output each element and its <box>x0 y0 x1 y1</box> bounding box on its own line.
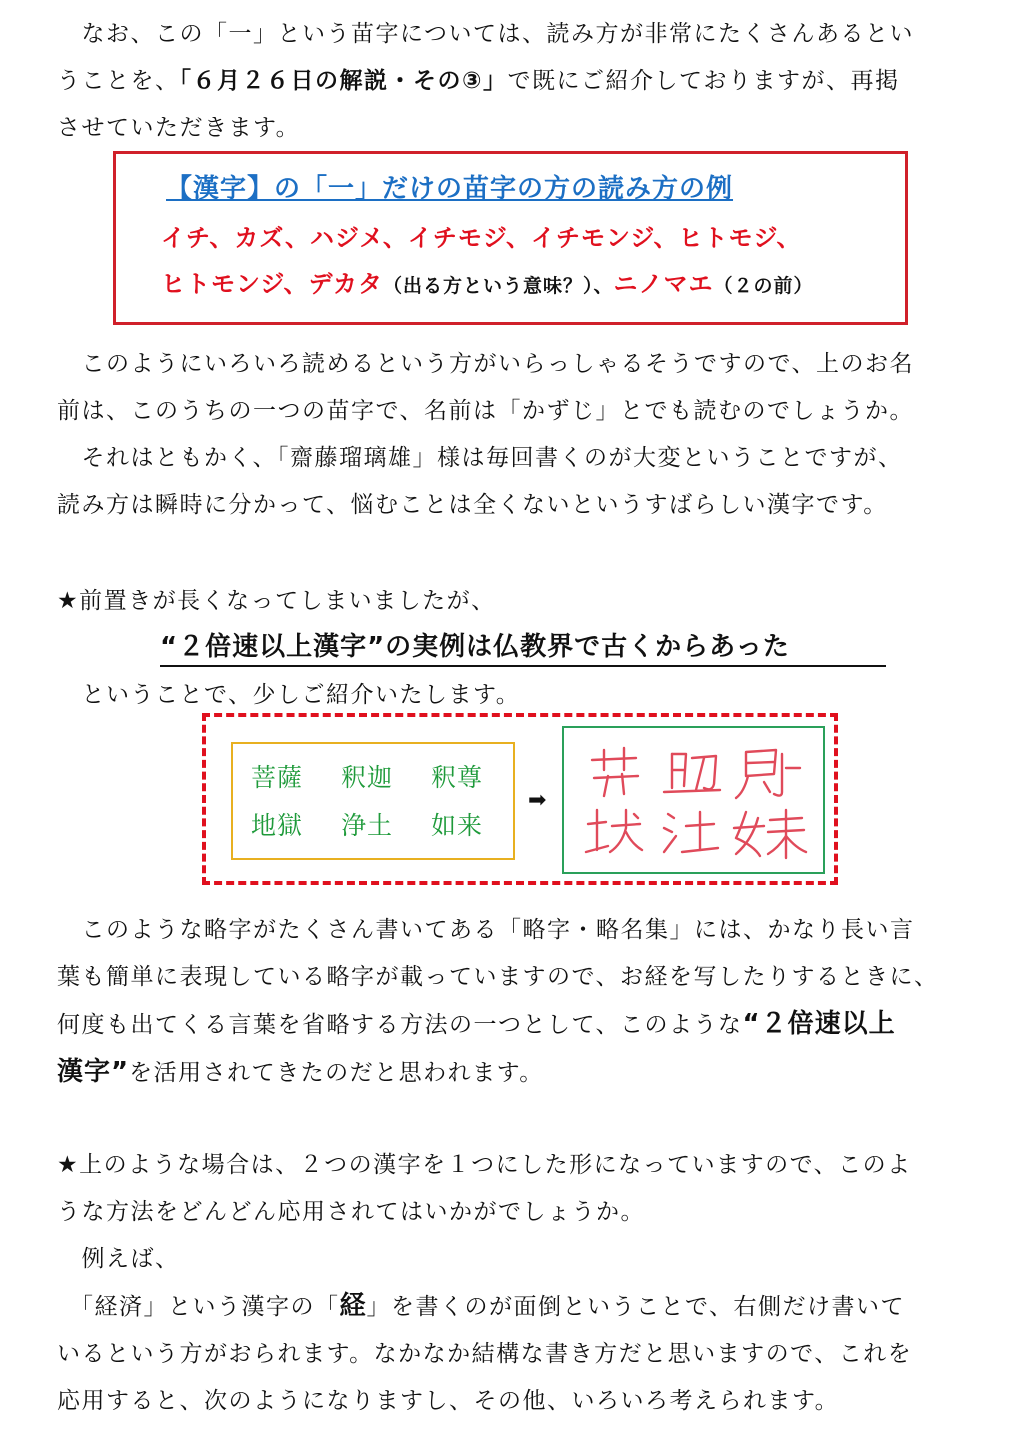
text-line: このような略字がたくさん書いてある「略字・略名集」には、かなり長い言 <box>57 917 915 943</box>
text-line: 読み方は瞬時に分かって、悩むことは全くないというすばらしい漢字です。 <box>57 492 888 518</box>
text-line: なお、この「一」という苗字については、読み方が非常にたくさんあるとい <box>57 21 915 47</box>
paragraph-body-2 <box>57 341 977 529</box>
text-line: を活用されてきたのだと思われます。 <box>129 1060 544 1086</box>
text-line: いるという方がおられます。なかなか結構な書き方だと思いますので、これを <box>57 1341 913 1367</box>
words-box <box>231 742 515 860</box>
readings-note: （出る方という意味？）、 <box>383 275 614 297</box>
word: 浄土 <box>341 811 394 840</box>
paragraph-body-5 <box>57 1142 977 1425</box>
readings-red-text: ヒトモンジ、デカタ <box>161 270 383 298</box>
text-line: 」を書くのが面倒ということで、右側だけ書いて <box>366 1294 906 1320</box>
handwritten-abbreviations-image <box>564 728 823 872</box>
text-line: 前は、このうちの一つの苗字で、名前は「かずじ」とでも読むのでしょうか。 <box>57 398 915 424</box>
bold-emphasis: 漢字” <box>57 1057 130 1087</box>
paragraph-lead: ということで、少しご紹介いたします。 <box>57 682 521 708</box>
word: 釈迦 <box>341 763 394 792</box>
bold-reference: 「６月２６日の解説・その③」 <box>179 68 508 94</box>
text-line: それはともかく、「齋藤瑠璃雄」様は毎回書くのが大変ということですが、 <box>57 445 903 471</box>
handwritten-glyph <box>734 810 806 858</box>
handwritten-glyph <box>664 754 720 792</box>
text-line: このようにいろいろ読めるという方がいらっしゃるそうですので、上のお名 <box>57 351 915 377</box>
readings-line-2 <box>161 264 814 299</box>
readings-box-title: 【漢字】の「一」だけの苗字の方の読み方の例 <box>166 174 734 204</box>
readings-line-1: イチ、カズ、ハジメ、イチモジ、イチモンジ、ヒトモジ、 <box>161 224 802 252</box>
bold-emphasis: 経 <box>339 1291 367 1321</box>
word: 釈尊 <box>431 763 484 792</box>
handwritten-abbreviations-box <box>562 726 825 874</box>
text-line: で既にご紹介しておりますが、再掲 <box>507 68 900 94</box>
text-line: うな方法をどんどん応用されてはいかがでしょうか。 <box>57 1199 645 1225</box>
paragraph-intro <box>57 11 977 152</box>
readings-red-text: ニノマエ <box>613 270 714 298</box>
readings-box <box>113 151 908 325</box>
handwritten-glyph <box>592 748 638 796</box>
word: 如来 <box>431 811 484 840</box>
readings-note: （２の前） <box>713 275 814 297</box>
handwritten-glyph <box>586 810 642 852</box>
arrow-right-icon: ➡ <box>528 788 547 813</box>
handwritten-glyph <box>664 812 718 852</box>
bold-emphasis: “２倍速以上 <box>742 1009 896 1039</box>
text-line: 葉も簡単に表現している略字が載っていますので、お経を写したりするときに、 <box>57 964 939 990</box>
text-line: させていただきます。 <box>57 115 301 141</box>
text-line: 「経済」という漢字の「 <box>57 1294 340 1320</box>
text-line: 何度も出てくる言葉を省略する方法の一つとして、このような <box>57 1012 743 1038</box>
word: 地獄 <box>251 811 304 840</box>
text-line: ★上のような場合は、２つの漢字を１つにした形になっていますので、このよ <box>57 1152 912 1178</box>
word: 菩薩 <box>251 763 304 792</box>
text-line: 応用すると、次のようになりますし、その他、いろいろ考えられます。 <box>57 1388 840 1414</box>
text-line: うことを、 <box>57 68 180 94</box>
handwritten-glyph <box>736 750 800 798</box>
section-heading: “２倍速以上漢字”の実例は仏教界で古くからあった <box>160 626 886 667</box>
paragraph-intro-star: ★前置きが長くなってしまいましたが、 <box>57 588 496 614</box>
text-line: 例えば、 <box>57 1246 180 1272</box>
paragraph-body-4 <box>57 907 977 1097</box>
